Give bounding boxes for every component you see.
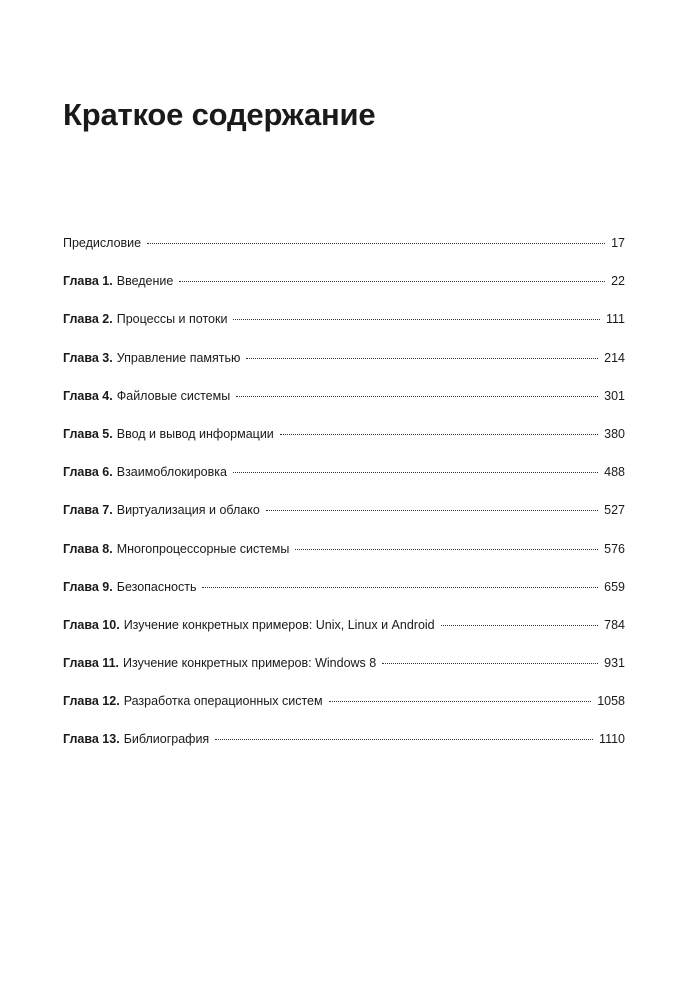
toc-entry-chapter-10[interactable] bbox=[63, 615, 625, 653]
dot-leader bbox=[202, 587, 598, 588]
dot-leader bbox=[329, 701, 592, 702]
dot-leader bbox=[233, 319, 600, 320]
toc-entry-title: Файловые системы bbox=[116, 388, 231, 403]
toc-page-number: 111 bbox=[605, 312, 625, 327]
page-title: Краткое содержание bbox=[63, 97, 376, 132]
toc-entry-title: Изучение конкретных примеров: Unix, Linux и Android bbox=[123, 617, 435, 632]
toc-entry-chapter-7[interactable] bbox=[63, 500, 625, 538]
toc-entry-chapter-4[interactable] bbox=[63, 386, 625, 424]
toc-entry-chapter-9[interactable] bbox=[63, 577, 625, 615]
toc-page-number: 576 bbox=[604, 541, 625, 556]
toc-page-number: 17 bbox=[611, 236, 625, 250]
chapter-label: Глава 5. bbox=[63, 426, 113, 441]
dot-leader bbox=[280, 434, 598, 435]
toc-page-number: 22 bbox=[611, 274, 625, 289]
dot-leader bbox=[215, 739, 593, 740]
toc-entry-title: Разработка операционных систем bbox=[123, 694, 323, 709]
chapter-label: Глава 10. bbox=[63, 617, 120, 632]
toc-entry-title: Виртуализация и облако bbox=[116, 503, 260, 518]
toc-entry-title: Изучение конкретных примеров: Windows 8 bbox=[123, 656, 377, 671]
chapter-label: Глава 3. bbox=[63, 350, 113, 365]
chapter-label: Глава 6. bbox=[63, 465, 113, 480]
toc-entry-chapter-12[interactable] bbox=[63, 691, 625, 729]
toc-page-number: 527 bbox=[604, 503, 625, 518]
table-of-contents bbox=[63, 233, 625, 768]
chapter-label: Глава 8. bbox=[63, 541, 113, 556]
dot-leader bbox=[266, 510, 598, 511]
toc-entry-title: Ввод и вывод информации bbox=[116, 426, 274, 441]
toc-entry-chapter-5[interactable] bbox=[63, 424, 625, 462]
dot-leader bbox=[246, 358, 598, 359]
chapter-label: Глава 12. bbox=[63, 694, 120, 709]
toc-entry-title: Библиография bbox=[123, 732, 210, 747]
toc-entry-chapter-1[interactable] bbox=[63, 271, 625, 309]
toc-entry-title: Управление памятью bbox=[116, 350, 241, 365]
toc-entry-chapter-8[interactable] bbox=[63, 539, 625, 577]
toc-entry-title: Введение bbox=[116, 274, 174, 289]
dot-leader bbox=[179, 281, 605, 282]
toc-entry-chapter-6[interactable] bbox=[63, 462, 625, 500]
toc-entry-chapter-3[interactable] bbox=[63, 348, 625, 386]
chapter-label: Глава 13. bbox=[63, 732, 120, 747]
toc-entry-title: Взаимоблокировка bbox=[116, 465, 227, 480]
dot-leader bbox=[441, 625, 599, 626]
toc-entry-chapter-2[interactable] bbox=[63, 309, 625, 347]
toc-page-number: 1058 bbox=[597, 694, 625, 709]
dot-leader bbox=[236, 396, 598, 397]
toc-entry-chapter-11[interactable] bbox=[63, 653, 625, 691]
toc-page-number: 488 bbox=[604, 465, 625, 480]
toc-page-number: 214 bbox=[604, 350, 625, 365]
chapter-label: Глава 7. bbox=[63, 503, 113, 518]
toc-entry-title: Многопроцессорные системы bbox=[116, 541, 290, 556]
chapter-label: Глава 11. bbox=[63, 656, 119, 671]
dot-leader bbox=[382, 663, 598, 664]
toc-page-number: 380 bbox=[604, 426, 625, 441]
toc-entry-title: Безопасность bbox=[116, 579, 197, 594]
toc-entry-title: Предисловие bbox=[63, 236, 142, 250]
toc-entry-title: Процессы и потоки bbox=[116, 312, 228, 327]
toc-page-number: 659 bbox=[604, 579, 625, 594]
toc-page-number: 1110 bbox=[599, 732, 625, 747]
toc-entry-chapter-13[interactable] bbox=[63, 729, 625, 767]
toc-page-number: 301 bbox=[604, 388, 625, 403]
toc-page-number: 931 bbox=[604, 656, 625, 671]
dot-leader bbox=[295, 549, 598, 550]
dot-leader bbox=[233, 472, 598, 473]
toc-page-number: 784 bbox=[604, 617, 625, 632]
chapter-label: Глава 9. bbox=[63, 579, 113, 594]
chapter-label: Глава 4. bbox=[63, 388, 113, 403]
chapter-label: Глава 1. bbox=[63, 274, 113, 289]
toc-entry-preface[interactable] bbox=[63, 233, 625, 271]
chapter-label: Глава 2. bbox=[63, 312, 113, 327]
dot-leader bbox=[147, 243, 605, 244]
